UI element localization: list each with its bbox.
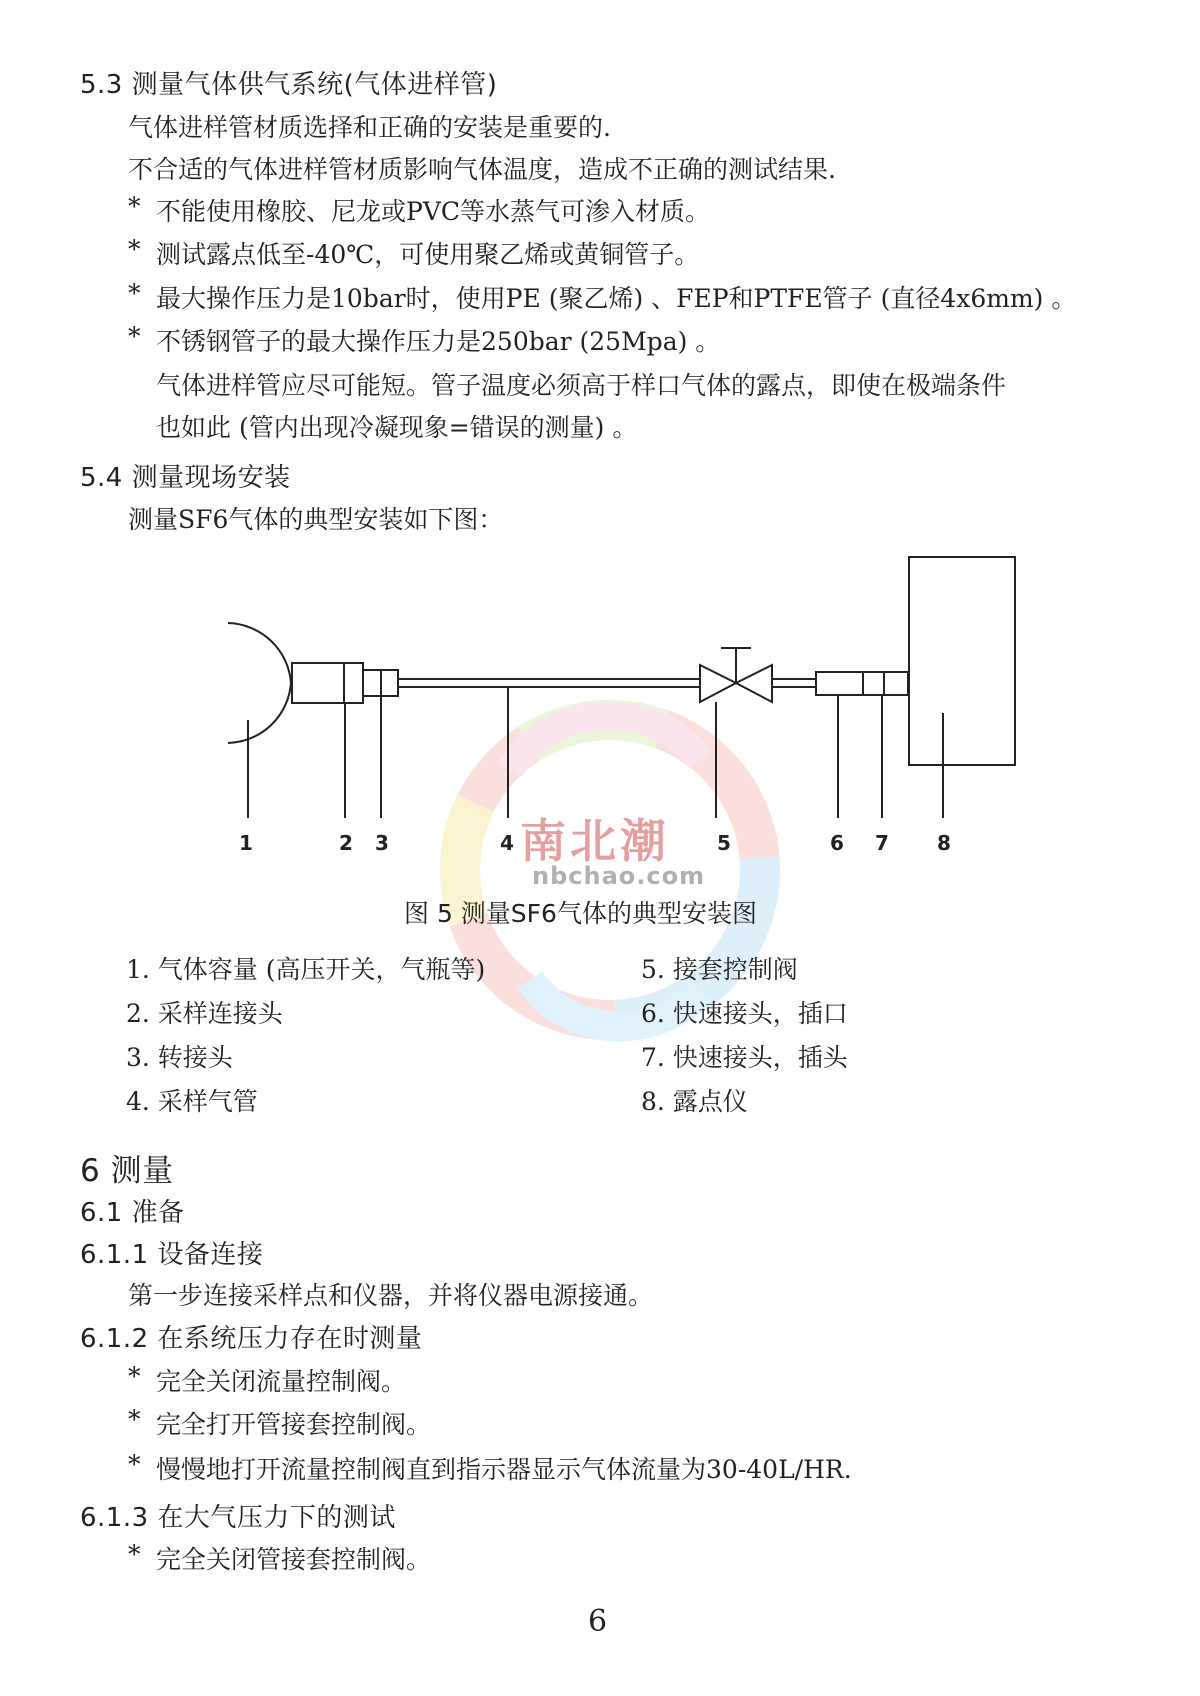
legend-item: 7. 快速接头，插头 (641, 1043, 848, 1072)
bullet-star: * (128, 235, 141, 264)
section-5-3-heading: 5.3 测量气体供气系统(气体进样管) (80, 70, 498, 100)
bullet-star: * (128, 1450, 141, 1479)
bullet-star: * (128, 1540, 141, 1569)
callout-2: 2 (339, 831, 353, 855)
page-number: 6 (588, 1604, 608, 1639)
section-6-1-1-heading: 6.1.1 设备连接 (80, 1240, 264, 1270)
bullet-text: 不锈钢管子的最大操作压力是250bar (25Mpa) 。 (156, 327, 721, 356)
paragraph: 气体进样管材质选择和正确的安装是重要的. (128, 113, 611, 142)
section-6-1-heading: 6.1 准备 (80, 1198, 185, 1228)
bullet-star: * (128, 1405, 141, 1434)
legend-item: 3. 转接头 (126, 1043, 233, 1072)
section-6-1-2-heading: 6.1.2 在系统压力存在时测量 (80, 1324, 423, 1354)
paragraph: 第一步连接采样点和仪器，并将仪器电源接通。 (128, 1281, 654, 1310)
bullet-text: 最大操作压力是10bar时，使用PE (聚乙烯) 、FEP和PTFE管子 (直径4x6mm) 。 (156, 284, 1077, 313)
watermark-text: 南北潮 (520, 814, 670, 868)
figure-caption: 图 5 测量SF6气体的典型安装图 (404, 899, 757, 928)
section-6-heading: 6 测量 (80, 1153, 174, 1189)
paragraph: 气体进样管应尽可能短。管子温度必须高于样口气体的露点，即使在极端条件 (156, 371, 1007, 400)
watermark-url: nbchao.com (532, 862, 706, 890)
section-6-1-3-heading: 6.1.3 在大气压力下的测试 (80, 1503, 396, 1533)
bullet-text: 完全关闭管接套控制阀。 (156, 1545, 432, 1574)
legend-item: 8. 露点仪 (641, 1087, 748, 1116)
gas-container-arc (228, 623, 291, 743)
callout-3: 3 (375, 831, 389, 855)
bullet-text: 完全关闭流量控制阀。 (156, 1367, 407, 1396)
valve-left (700, 665, 736, 702)
quick-coupler-plug (863, 672, 908, 695)
valve-right (736, 665, 772, 702)
paragraph: 测量SF6气体的典型安装如下图： (128, 505, 504, 534)
callout-7: 7 (875, 831, 889, 855)
legend-item: 1. 气体容量 (高压开关，气瓶等) (126, 955, 486, 984)
bullet-star: * (128, 192, 141, 221)
bullet-star: * (128, 1362, 141, 1391)
sampling-connector (292, 663, 363, 703)
callout-6: 6 (830, 831, 844, 855)
callout-5: 5 (717, 831, 731, 855)
bullet-text: 测试露点低至-40℃，可使用聚乙烯或黄铜管子。 (156, 240, 700, 269)
callout-8: 8 (937, 831, 951, 855)
legend-item: 2. 采样连接头 (126, 999, 283, 1028)
section-5-4-heading: 5.4 测量现场安装 (80, 463, 291, 493)
legend-item: 6. 快速接头，插口 (641, 999, 848, 1028)
quick-coupler-socket (816, 672, 863, 695)
bullet-star: * (128, 322, 141, 351)
bullet-text: 慢慢地打开流量控制阀直到指示器显示气体流量为30-40L/HR. (156, 1455, 852, 1484)
paragraph: 也如此 (管内出现冷凝现象=错误的测量) 。 (156, 413, 638, 442)
bullet-star: * (128, 279, 141, 308)
installation-diagram (0, 540, 1200, 860)
dew-point-meter (909, 557, 1015, 765)
bullet-text: 完全打开管接套控制阀。 (156, 1410, 432, 1439)
callout-4: 4 (500, 831, 514, 855)
bullet-text: 不能使用橡胶、尼龙或PVC等水蒸气可渗入材质。 (156, 197, 711, 226)
legend-item: 4. 采样气管 (126, 1087, 258, 1116)
legend-item: 5. 接套控制阀 (641, 955, 798, 984)
paragraph: 不合适的气体进样管材质影响气体温度，造成不正确的测试结果. (128, 155, 836, 184)
callout-1: 1 (239, 831, 253, 855)
